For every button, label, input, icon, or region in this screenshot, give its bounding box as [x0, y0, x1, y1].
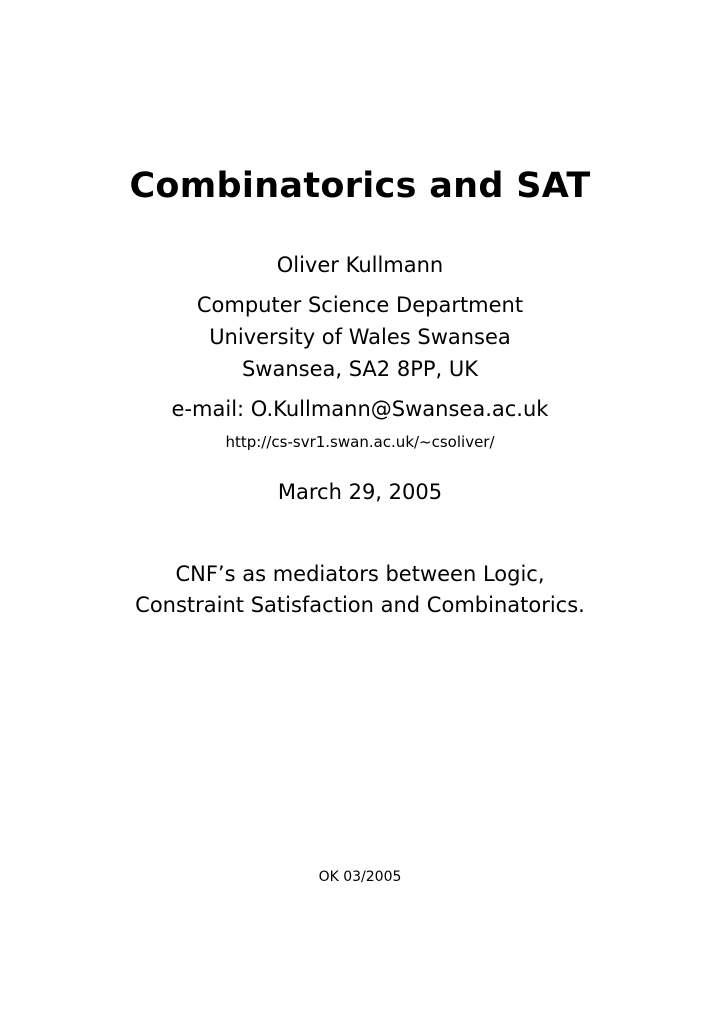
subtitle-line-1: CNF’s as mediators between Logic,: [175, 562, 545, 586]
page-title: Combinatorics and SAT: [129, 166, 591, 206]
email-text: e-mail: O.Kullmann@Swansea.ac.uk: [171, 397, 549, 421]
affiliation-university: University of Wales Swansea: [209, 325, 511, 349]
footer-text: OK 03/2005: [318, 869, 402, 885]
affiliation-department: Computer Science Department: [196, 293, 524, 317]
date-text: March 29, 2005: [277, 480, 443, 504]
subtitle-line-2: Constraint Satisfaction and Combinatorics.: [135, 593, 585, 617]
homepage-url: http://cs-svr1.swan.ac.uk/~csoliver/: [225, 433, 495, 451]
affiliation-address: Swansea, SA2 8PP, UK: [241, 357, 479, 381]
author-name: Oliver Kullmann: [276, 253, 444, 277]
